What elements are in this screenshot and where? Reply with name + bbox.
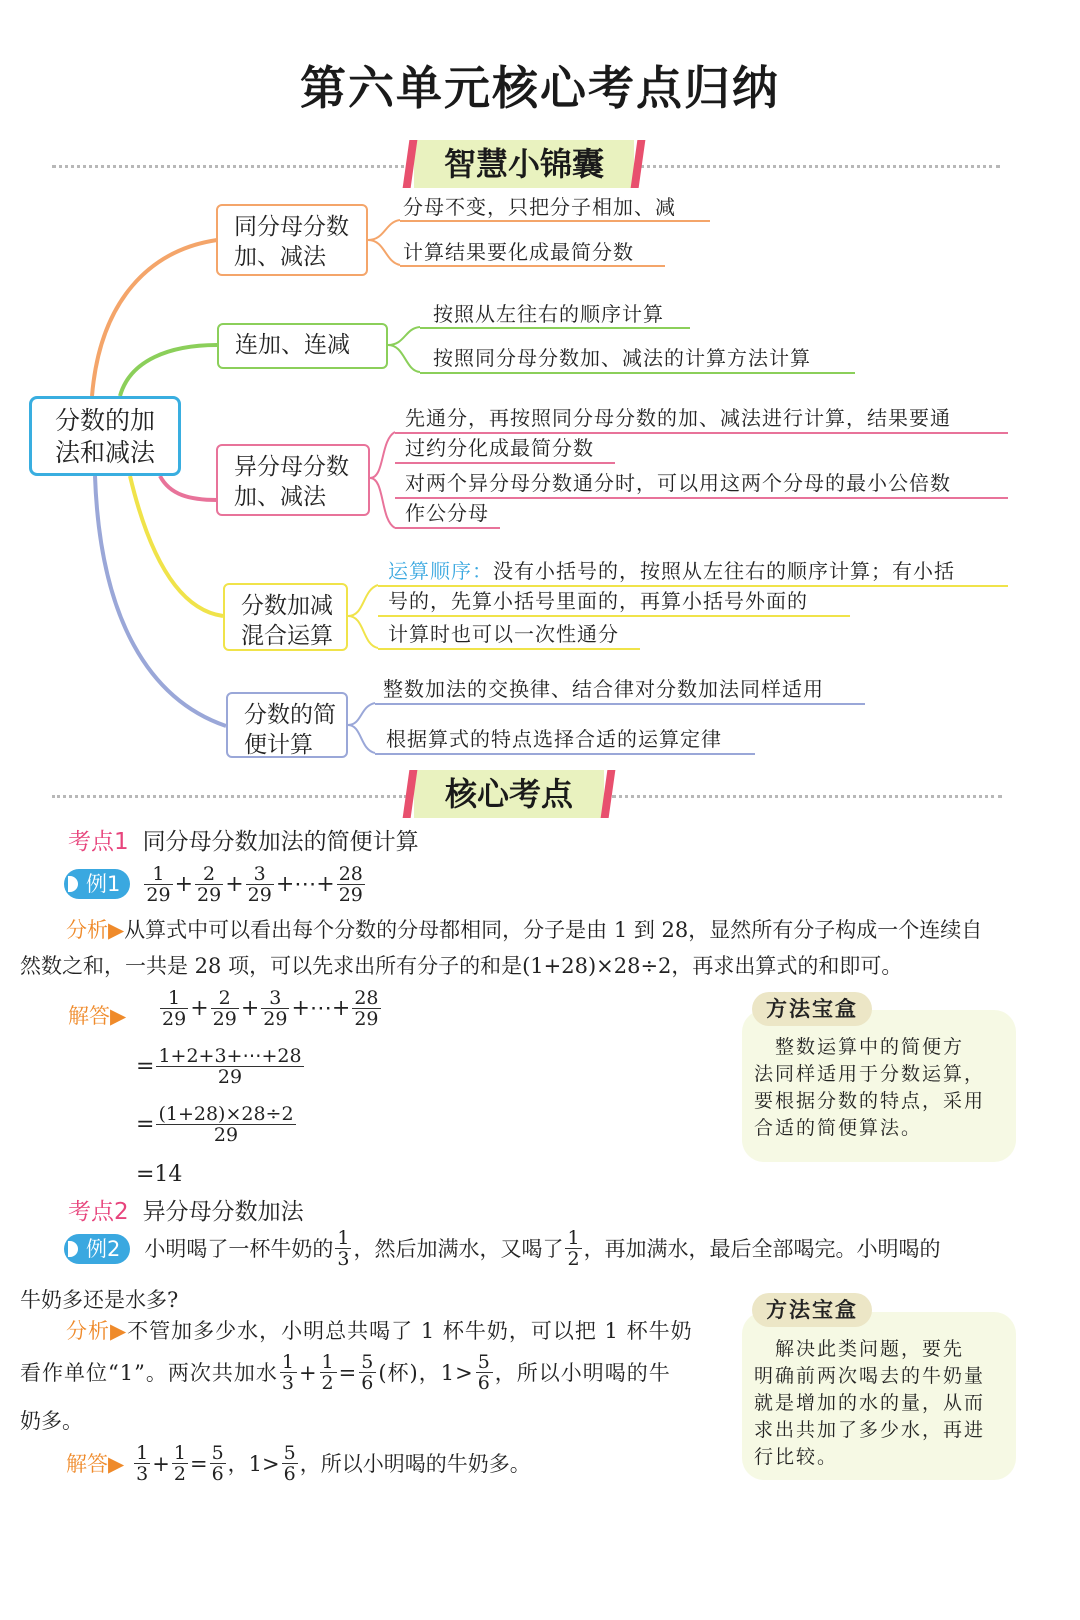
equals-sign: = [189,1451,208,1476]
fraction: $\frac{1}{29}$ [146,862,171,906]
method-text: 解决此类问题，要先 [754,1338,965,1360]
fraction: $\frac{2}{29}$ [212,987,237,1030]
page-title: 第六单元核心考点归纳 [300,61,780,115]
plus-sign: + [298,1360,318,1385]
fraction: $\frac{5}{6}$ [477,1351,491,1394]
branch-1-line [92,240,217,396]
leaf-brace-1 [368,220,400,265]
fraction: $\frac{1+2+3+\cdots+28}{29}$ [158,1045,302,1088]
method-box-1-title: 方法宝盒 [752,992,872,1026]
leaf-text: 对两个异分母分数通分时，可以用这两个分母的最小公倍数 [405,471,951,495]
leaf-text [388,556,955,586]
fraction: $\frac{1}{29}$ [162,987,187,1030]
kaodian-1-heading [68,823,419,856]
fraction: $\frac{28}{29}$ [354,987,379,1030]
analysis-2-line-2 [20,1352,671,1393]
plus-sign: + [240,996,260,1021]
equals-sign: = [136,1112,155,1137]
leaf-text: 按照从左往右的顺序计算 [433,302,664,326]
operation-order-label: 运算顺序： [388,559,493,583]
question-text: 牛奶多还是水多? [20,1288,179,1312]
question-text: ，再加满水，最后全部喝完。小明喝的 [583,1236,941,1261]
mindmap-node-simplified [226,692,348,758]
analysis-text: 从算式中可以看出每个分数的分母都相同，分子是由 1 到 28，显然所有分子构成一个连续自 [124,918,983,942]
mindmap-node-continuous [217,323,388,369]
analysis-2-line-1 [66,1313,693,1349]
section-banner-core: 核心考点 [414,770,604,818]
node-line: 异分母分数 [234,454,349,480]
fraction: $\frac{(1+28)\times 28\div 2}{29}$ [158,1103,294,1146]
plus-sign: + [174,871,193,897]
equals-sign: = [136,1054,155,1079]
method-text: 就是增加的水的量，从而 [754,1392,986,1414]
fraction: $\frac{5}{6}$ [211,1442,224,1485]
answer-1-line-3 [136,1104,298,1145]
answer-1-result: =14 [136,1162,183,1187]
example-2-tag: 例2 [64,1234,130,1264]
question-text: 小明喝了一杯牛奶的 [144,1236,334,1261]
method-box-1 [742,1010,1016,1162]
kaodian-2-label: 考点2 [68,1199,129,1225]
leaf-text: 号的，先算小括号里面的，再算小括号外面的 [388,589,808,613]
banner-divider-right [612,795,1002,798]
answer-text: ，1> [227,1451,280,1476]
kaodian-2-title: 异分母分数加法 [142,1199,304,1225]
analysis-text: 看作单位“1”。两次共加水 [20,1360,278,1385]
leaf-brace-5 [348,703,375,753]
answer-text: ，所以小明喝的牛奶多。 [299,1451,531,1476]
fraction: $\frac{3}{29}$ [247,862,272,906]
section-banner-tips: 智慧小锦囊 [414,140,634,188]
analysis-text: 然数之和，一共是 28 项，可以先求出所有分子的和是(1+28)×28÷2，再求出算式的和即可。 [20,954,903,978]
fraction: $\frac{1}{3}$ [337,1227,350,1270]
answer-label: 解答▶ [66,1451,125,1476]
analysis-label: 分析▶ [66,918,125,942]
equals-sign: = [338,1360,358,1385]
leaf-text: 按照同分母分数加、减法的计算方法计算 [433,346,811,370]
node-line: 混合运算 [241,623,333,649]
fraction: $\frac{3}{29}$ [263,987,288,1030]
node-line: 分数加减 [241,593,333,619]
node-line: 便计算 [244,732,313,758]
fraction: $\frac{5}{6}$ [361,1351,375,1394]
node-line: 加、减法 [234,484,326,510]
leaf-text: 根据算式的特点选择合适的运算定律 [386,727,722,751]
node-line: 连加、连减 [235,332,350,358]
example-2-question [64,1228,941,1269]
method-text: 合适的简便算法。 [754,1117,923,1139]
leaf-text: 计算时也可以一次性通分 [388,622,619,646]
answer-1-line-2 [136,1046,306,1087]
answer-1-line-1 [158,988,383,1029]
node-line: 同分母分数 [234,214,349,240]
method-text: 明确前两次喝去的牛奶量 [754,1365,986,1387]
plus-sign: + [225,871,244,897]
method-text: 要根据分数的特点，采用 [754,1090,986,1112]
fraction: $\frac{1}{2}$ [567,1227,580,1270]
leaf-brace-2 [388,327,420,372]
mindmap-root [29,396,181,476]
root-line-1: 分数的加 [54,406,155,435]
branch-2-line [120,345,217,396]
analysis-text: 不管加多少水，小明总共喝了 1 杯牛奶，可以把 1 杯牛奶 [127,1319,693,1343]
branch-4-line [130,476,223,616]
answer-1-label: 解答▶ [68,1004,127,1028]
analysis-label: 分析▶ [66,1319,128,1343]
example-1-row [64,858,367,910]
kaodian-1-title: 同分母分数加法的简便计算 [142,829,419,855]
kaodian-2-heading [68,1193,304,1226]
fraction: $\frac{5}{6}$ [283,1442,296,1485]
leaf-brace-4 [348,585,378,648]
fraction: $\frac{1}{2}$ [173,1442,186,1485]
leaf-text: 计算结果要化成最简分数 [403,240,634,264]
mindmap-connectors [0,0,1080,770]
root-line-2: 法和减法 [54,438,155,467]
leaf-text: 过约分化成最简分数 [405,436,594,460]
mindmap-node-different-denominator [216,444,370,516]
branch-5-line [95,476,226,726]
leaf-text: 没有小括号的，按照从左往右的顺序计算；有小括 [493,559,955,583]
fraction: $\frac{28}{29}$ [338,862,363,906]
leaf-text: 先通分，再按照同分母分数的加、减法进行计算，结果要通 [405,406,951,430]
fraction: $\frac{1}{3}$ [281,1351,295,1394]
method-text: 法同样适用于分数运算， [754,1063,986,1085]
leaf-brace-3 [370,432,395,528]
leaf-text: 作公分母 [405,501,489,525]
banner-divider-left [52,795,407,798]
method-box-2-title: 方法宝盒 [752,1293,872,1327]
kaodian-1-label: 考点1 [68,829,129,855]
method-box-2 [742,1312,1016,1480]
example-1-tag: 例1 [64,869,130,899]
ellipsis: +⋯+ [291,996,351,1021]
answer-2 [66,1443,531,1484]
analysis-text: ，所以小明喝的牛 [494,1360,671,1385]
plus-sign: + [152,1451,170,1476]
ellipsis: +⋯+ [275,871,335,897]
analysis-2-line-3: 奶多。 [20,1409,83,1433]
method-text: 整数运算中的简便方 [754,1036,965,1058]
leaf-text: 分母不变，只把分子相加、减 [403,195,676,219]
fraction: $\frac{1}{3}$ [136,1442,149,1485]
node-line: 加、减法 [234,244,326,270]
node-line: 分数的简 [244,702,336,728]
mindmap-node-same-denominator [216,204,368,276]
question-text: ，然后加满水，又喝了 [353,1236,564,1261]
method-text: 求出共加了多少水，再进 [754,1419,986,1441]
fraction: $\frac{2}{29}$ [197,862,222,906]
plus-sign: + [190,996,209,1021]
analysis-text: (杯)，1> [378,1360,474,1385]
analysis-1 [20,912,1030,984]
fraction: $\frac{1}{2}$ [321,1351,335,1394]
method-text: 行比较。 [754,1446,839,1468]
leaf-text: 整数加法的交换律、结合律对分数加法同样适用 [383,677,824,701]
mindmap-node-mixed [223,583,348,651]
branch-3-line [160,476,217,500]
